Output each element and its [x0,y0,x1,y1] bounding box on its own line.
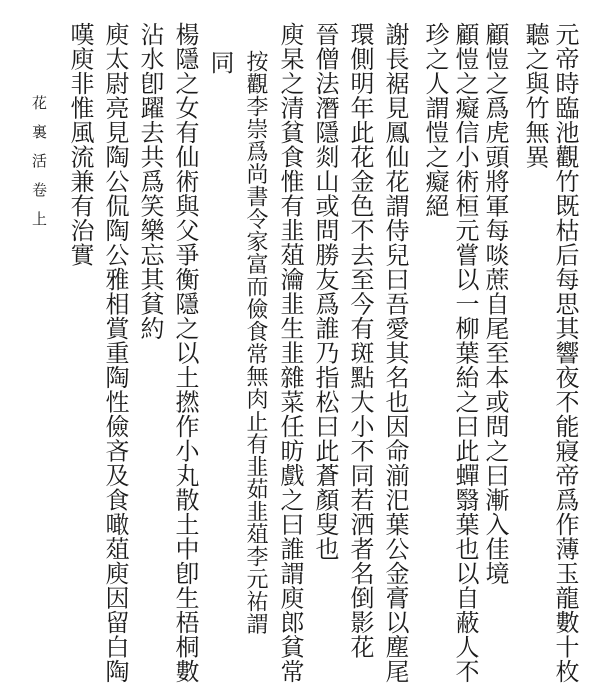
text-column-6: 謝長裾見鳳仙花謂侍兒曰吾愛其名也因命湔汜葉公金膏以塵尾 [381,22,409,684]
text-column-10: 按觀李崇爲尚書令家富而儉食常無肉止有韭茹韭葅李元祐謂 [243,50,268,635]
text-column-9: 庾杲之清貧食惟有韭葅瀹韭生韭雜菜任昉戲之曰誰謂庾郎貧常 [276,22,304,684]
text-column-11: 同 [206,50,234,75]
text-column-5: 珍之人謂愷之癡絕 [421,22,449,218]
text-column-14: 庾太尉亮見陶公侃陶公雅相賞重陶性儉吝及食噉葅庾因留白陶 [101,22,129,684]
text-column-8: 晉僧法潛隱剡山或問勝友爲誰乃指松曰此蒼顏叟也 [311,22,339,561]
text-column-3: 顧愷之爲虎頭將軍每啖蔗自尾至本或問之曰漸入佳境 [481,22,509,586]
text-column-7: 環側明年此花金色不去至今有斑點大小不同若洒者名倒影花 [346,22,374,659]
text-column-12: 楊隱之女有仙術與父爭衡隱之以土撚作小丸散土中卽生梧桐數 [171,22,199,684]
text-column-15: 嘆庾非惟風流兼有治實 [66,22,94,267]
margin-title: 花裏活卷上 [30,95,48,240]
text-column-1: 元帝時臨池觀竹既枯后每思其響夜不能寢帝爲作薄玉龍數十枚 [551,22,579,684]
text-column-2: 聽之與竹無異 [521,22,549,169]
text-column-4: 顧愷之癡信小術桓元嘗以一柳葉紿之曰此蟬翳葉也以自蔽人不 [451,22,479,684]
text-column-13: 沾水卽躍去共爲笑樂忘其貧約 [136,22,164,341]
